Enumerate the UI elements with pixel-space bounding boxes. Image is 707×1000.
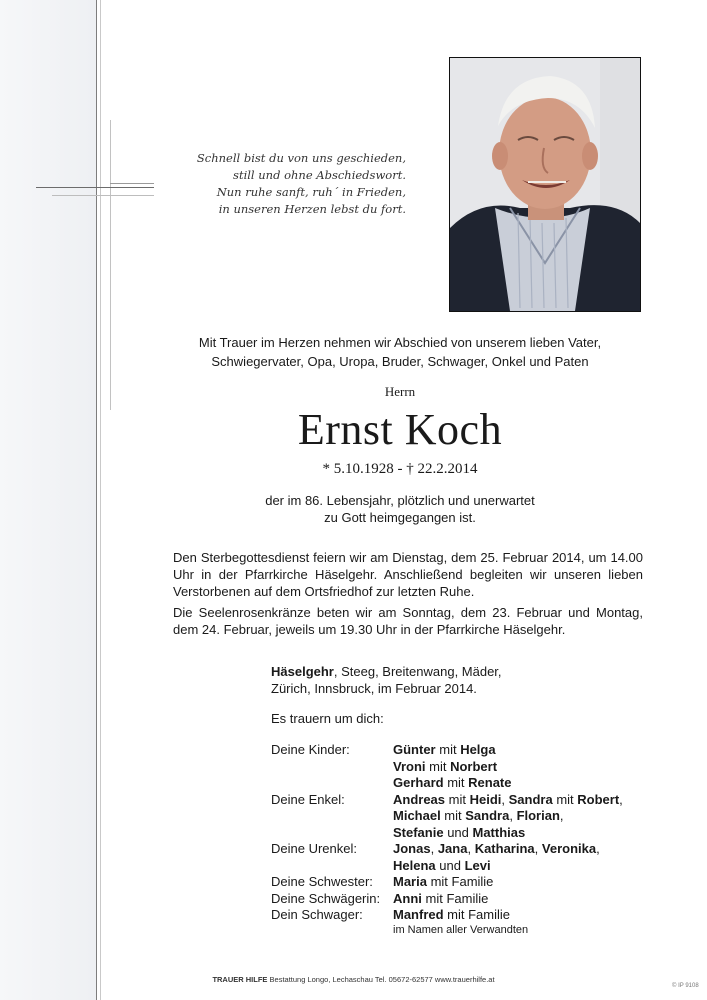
poem <box>190 150 406 218</box>
mourner-name: Vroni <box>393 758 426 774</box>
cross-horizontal-line <box>36 187 154 188</box>
mourner-names <box>393 742 651 792</box>
death-notice-line: zu Gott heimgegangen ist. <box>324 510 476 525</box>
death-notice-line: der im 86. Lebensjahr, plötzlich und unerwartet <box>265 493 535 508</box>
mourner-name: Manfred <box>393 907 444 922</box>
mourner-group <box>271 792 651 842</box>
mourner-connector: , <box>619 791 623 807</box>
cross-inner-line <box>110 120 111 410</box>
mourner-name: Levi <box>464 857 491 873</box>
place-rest: , Steeg, Breitenwang, Mäder, <box>333 664 502 679</box>
mourners-heading: Es trauern um dich: <box>271 711 384 726</box>
mourner-connector: , <box>430 841 438 856</box>
document-code: © IP 9108 <box>672 983 699 989</box>
mourner-group <box>271 742 651 792</box>
mourner-name: Sandra <box>508 791 553 807</box>
mourner-name: Jonas <box>393 841 431 856</box>
mourner-name: Florian <box>516 808 560 823</box>
mourner-name: Günter <box>393 742 436 757</box>
deceased-name: Ernst Koch <box>297 405 503 454</box>
mourner-line <box>393 759 651 776</box>
mourner-line <box>393 907 651 924</box>
portrait-illustration <box>450 58 640 311</box>
mourner-relation: Deine Schwägerin: <box>271 890 381 906</box>
mourner-line <box>393 874 651 891</box>
poem-line: in unseren Herzen lebst du fort. <box>218 202 406 216</box>
intro-line: Mit Trauer im Herzen nehmen wir Abschied von unserem lieben Vater, <box>198 335 602 350</box>
mourner-line <box>393 891 651 908</box>
mourner-relation: Deine Urenkel: <box>271 841 357 856</box>
rosary-paragraph: Die Seelenrosenkränze beten wir am Sonntag, dem 23. Februar und Montag, dem 24. Februar, jeweils um 19.30 Uhr in der Pfarrkirche Häselgehr. <box>173 605 643 637</box>
death-notice <box>150 492 650 526</box>
mourner-connector: , <box>467 841 475 856</box>
intro-text <box>150 333 650 371</box>
cross-vertical-line-shadow <box>100 0 101 1000</box>
mourner-name: Robert <box>577 791 620 807</box>
mourner-names <box>393 891 651 908</box>
mourner-name: Michael <box>393 808 441 823</box>
portrait-photo <box>449 57 641 312</box>
on-behalf-line: im Namen aller Verwandten <box>393 924 529 936</box>
mourner-group <box>271 841 651 874</box>
place-town: Häselgehr <box>271 664 334 679</box>
footer <box>0 975 707 984</box>
mourner-connector: mit Familie <box>426 874 494 889</box>
mourner-connector: mit <box>445 791 470 807</box>
cross-horizontal-line-shadow <box>52 195 154 196</box>
left-gradient-band <box>0 0 96 1000</box>
mourner-connector: mit <box>435 742 461 757</box>
mourner-connector: mit <box>443 775 469 790</box>
mourner-line <box>393 808 651 825</box>
mourner-connector: mit <box>552 791 578 807</box>
poem-line: Nun ruhe sanft, ruh´ in Frieden, <box>216 185 406 199</box>
mourner-name: Anni <box>393 890 422 906</box>
footer-text: Bestattung Longo, Lechaschau Tel. 05672-62577 www.trauerhilfe.at <box>267 975 495 984</box>
mourner-group <box>271 891 651 908</box>
mourner-group <box>271 874 651 891</box>
mourner-name: Jana <box>437 841 468 856</box>
mourner-name: Katharina <box>474 841 535 856</box>
poem-line: still und ohne Abschiedswort. <box>233 168 406 182</box>
mourner-line <box>393 792 651 809</box>
mourner-name: Stefanie <box>393 824 444 840</box>
mourner-name: Helena <box>393 857 436 873</box>
intro-line: Schwiegervater, Opa, Uropa, Bruder, Schwager, Onkel und Paten <box>211 354 589 369</box>
mourner-relation: Dein Schwager: <box>271 907 363 922</box>
mourner-connector: , <box>596 841 600 856</box>
mourner-name: Matthias <box>472 824 526 840</box>
mourner-name: Helga <box>460 742 496 757</box>
mourner-line <box>393 742 651 759</box>
mourner-line <box>393 775 651 792</box>
salutation: Herrn <box>384 384 416 399</box>
mourner-name: Renate <box>468 775 512 790</box>
mourner-names <box>393 907 651 924</box>
place-date <box>271 663 502 697</box>
mourner-name: Maria <box>393 874 427 889</box>
funeral-paragraph: Den Sterbegottesdienst feiern wir am Dienstag, dem 25. Februar 2014, um 14.00 Uhr in der Pfarrkirche Häselgehr. Anschließend begleiten wir unseren lieben Verstorbenen auf dem Ortsfriedhof zur letzten Ruhe. <box>173 550 643 599</box>
mourner-names <box>393 792 651 842</box>
mourner-connector: und <box>435 857 465 873</box>
mourner-name: Heidi <box>469 791 502 807</box>
mourners-list <box>271 742 651 924</box>
mourner-line <box>393 825 651 842</box>
mourner-connector: , <box>534 841 542 856</box>
mourner-connector: , <box>559 808 564 823</box>
mourner-group <box>271 907 651 924</box>
mourner-names <box>393 874 651 891</box>
place-line: Zürich, Innsbruck, im Februar 2014. <box>271 681 477 696</box>
mourner-connector: und <box>443 824 473 840</box>
mourner-relation: Deine Kinder: <box>271 742 350 757</box>
cross-horizontal-stub <box>110 183 154 184</box>
poem-line: Schnell bist du von uns geschieden, <box>196 151 406 165</box>
cross-vertical-line <box>96 0 97 1000</box>
mourner-line <box>393 841 651 858</box>
mourner-connector: mit Familie <box>443 907 511 922</box>
mourner-name: Gerhard <box>393 775 444 790</box>
mourner-name: Veronika <box>541 841 597 856</box>
mourner-names <box>393 841 651 874</box>
mourner-line <box>393 858 651 875</box>
mourner-connector: mit <box>425 758 451 774</box>
mourner-connector: mit <box>440 808 466 823</box>
mourner-relation: Deine Enkel: <box>271 791 345 807</box>
mourner-connector: , <box>501 791 509 807</box>
mourner-name: Norbert <box>450 758 498 774</box>
footer-brand: TRAUER HILFE <box>212 975 268 984</box>
mourner-connector: mit Familie <box>421 890 489 906</box>
mourner-name: Sandra <box>465 808 510 823</box>
mourner-connector: , <box>509 808 517 823</box>
mourner-name: Andreas <box>393 791 446 807</box>
life-dates: * 5.10.1928 - † 22.2.2014 <box>322 461 478 477</box>
mourner-relation: Deine Schwester: <box>271 874 373 889</box>
